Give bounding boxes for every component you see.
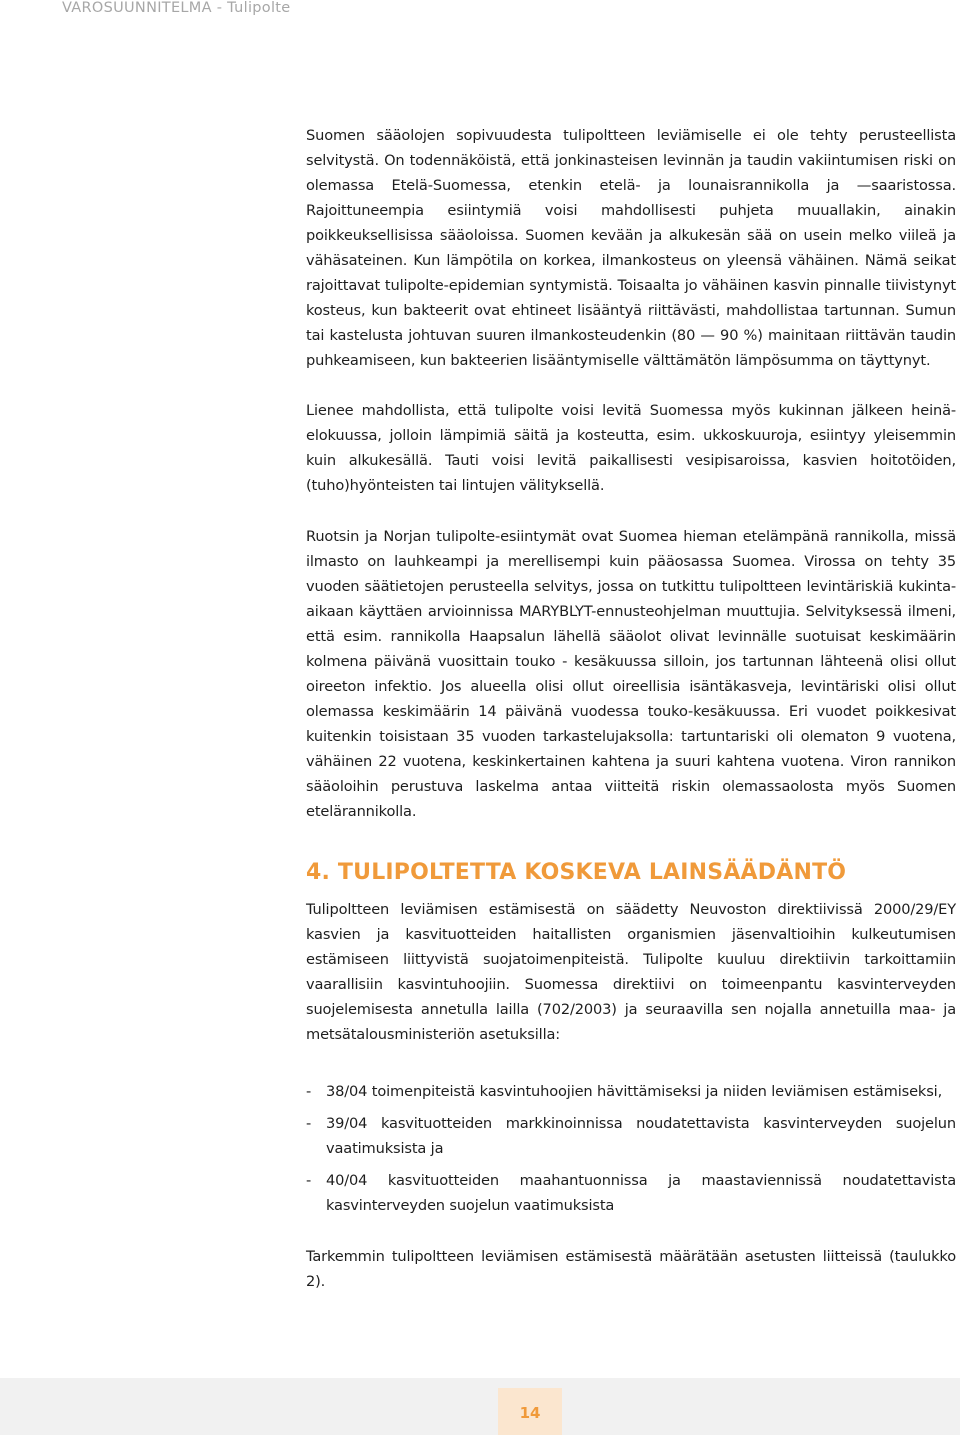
list-item-text: 39/04 kasvituotteiden markkinoinnissa noudatettavista kasvinterveyden suojelun vaatimuksista ja <box>326 1115 956 1157</box>
list-dash: - <box>306 1172 312 1189</box>
regulation-list <box>306 1079 956 1218</box>
footer-band <box>0 1378 960 1435</box>
paragraph-closing-note: Tarkemmin tulipoltteen leviämisen estämisestä määrätään asetusten liitteissä (taulukko 2). <box>306 1248 956 1290</box>
list-item-text: 38/04 toimenpiteistä kasvintuhoojien hävittämiseksi ja niiden leviämisen estämiseksi, <box>326 1083 943 1100</box>
list-item <box>306 1079 956 1104</box>
document-body <box>306 123 956 1294</box>
paragraph-late-summer-spread: Lienee mahdollista, että tulipolte voisi levitä Suomessa myös kukinnan jälkeen heinä-elokuussa, jolloin lämpimiä säitä ja kosteutta, esim. ukkoskuuroja, esiintyy yleisemmin kuin alkukesällä. Tauti voisi levitä paikallisesti vesipisaroissa, kasvien hoitotöiden, (tuho)hyönteisten tai lintujen välityksellä. <box>306 402 956 494</box>
running-header: VAROSUUNNITELMA - Tulipolte <box>62 0 291 16</box>
paragraph-climate-suitability: Suomen sääolojen sopivuudesta tulipoltteen leviämiselle ei ole tehty perusteellista selvitystä. On todennäköistä, että jonkinasteisen levinnän ja taudin vakiintumisen riski on olemassa Etelä-Suomessa, etenkin etelä- ja lounaisrannikolla ja —saaristossa. Rajoittuneempia esiintymiä voisi mahdollisesti puhjeta muuallakin, ainakin poikkeuksellisissa sääoloissa. Suomen kevään ja alkukesän sää on usein melko viileä ja vähäsateinen. Kun lämpötila on korkea, ilmankosteus on yleensä vähäinen. Nämä seikat rajoittavat tulipolte-epidemian syntymistä. Toisaalta jo vähäinen kasvin pinnalle tiivistynyt kosteus, kun bakteerit ovat ehtineet lisääntyä riittävästi, mahdollistaa tartunnan. Sumun tai kastelusta johtuvan suuren ilmankosteudenkin (80 — 90 %) mainitaan riittävän taudin puhkeamiseen, kun bakteerien lisääntymiselle välttämätön lämpösumma on täyttynyt. <box>306 127 956 369</box>
list-dash: - <box>306 1083 312 1100</box>
list-item <box>306 1111 956 1161</box>
list-item-text: 40/04 kasvituotteiden maahantuonnissa ja maastaviennissä noudatettavista kasvinterveyden suojelun vaatimuksista <box>326 1172 956 1214</box>
page-number-box <box>498 1388 562 1435</box>
paragraph-nordic-estonia-study: Ruotsin ja Norjan tulipolte-esiintymät ovat Suomea hieman etelämpänä rannikolla, missä ilmasto on lauhkeampi ja merellisempi kuin pääosassa Suomea. Virossa on tehty 35 vuoden säätietojen perusteella selvitys, jossa on tutkittu tulipoltteen levintäriskiä kukinta-aikaan käyttäen arvioinnissa MARYBLYT-ennusteohjelman muuttujia. Selvityksessä ilmeni, että esim. rannikolla Haapsalun lähellä sääolot olivat levinnälle suotuisat keskimäärin kolmena päivänä vuosittain touko - kesäkuussa silloin, jos tartunnan lähteenä olisi ollut oireeton infektio. Jos alueella olisi ollut oireellisia isäntäkasveja, levintäriski olisi ollut olemassa keskimäärin 14 päivänä vuodessa touko-kesäkuussa. Eri vuodet poikkesivat kuitenkin toisistaan 35 vuoden tarkastelujaksolla: tartuntariski oli olematon 9 vuotena, vähäinen 22 vuotena, keskinkertainen kahtena ja suuri kahtena vuotena. Viron rannikon sääoloihin perustuva laskelma antaa viitteitä riskin olemassaolosta myös Suomen etelärannikolla. <box>306 528 956 820</box>
paragraph-legislation-intro: Tulipoltteen leviämisen estämisestä on säädetty Neuvoston direktiivissä 2000/29/EY kasvien ja kasvituotteiden haitallisten organismien jäsenvaltioihin kulkeutumisen estämiseen liittyvistä suojatoimenpiteistä. Tulipolte kuuluu direktiivin tarkoittamiin vaarallisiin kasvintuhoojiin. Suomessa direktiivi on toimeenpantu kasvinterveyden suojelemisesta annetulla lailla (702/2003) ja seuraavilla sen nojalla annetuilla maa- ja metsätalousministeriön asetuksilla: <box>306 901 956 1043</box>
page-number: 14 <box>519 1404 541 1422</box>
list-item <box>306 1168 956 1218</box>
list-dash: - <box>306 1115 312 1132</box>
section-heading: 4. TULIPOLTETTA KOSKEVA LAINSÄÄDÄNTÖ <box>306 860 847 885</box>
